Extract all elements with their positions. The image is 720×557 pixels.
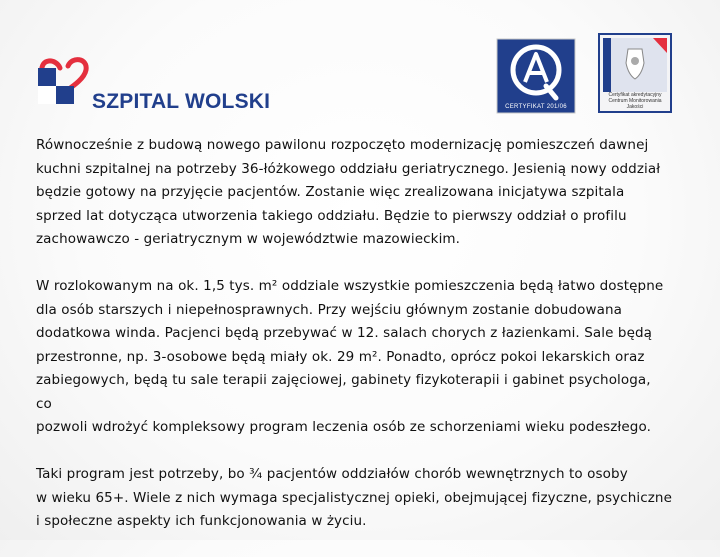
paragraph-ward-facilities: W rozlokowanym na ok. 1,5 tys. m² oddziale wszystkie pomieszczenia będą łatwo dostępne dla osób starszych i niepełnosprawnych. Przy wejściu głównym zostanie dobudowana dodatkowa winda. Pacjenci będą przebywać w 12. salach chorych z łazienkami. Sale będą przestronne, np. 3-osobowe będą miały ok. 29 m². Ponadto, oprócz pokoi lekarskich oraz zabiegowych, będą tu sale terapii zajęciowej, gabinety fizykoterapii i gabinet psychologa, co pozwoli wdrożyć kompleksowy program leczenia osób ze schorzeniami wieku podeszłego. (36, 278, 664, 435)
logo-text: SZPITAL WOLSKI (92, 90, 271, 113)
iso-certificate-badge (496, 38, 576, 114)
cmj-accreditation-badge (598, 33, 672, 113)
paragraph-program-need: Taki program jest potrzeby, bo ¾ pacjentów oddziałów chorób wewnętrznych to osoby w wieku 65+. Wiele z nich wymaga specjalistycznej opieki, obejmującej fizyczne, psychiczne i społeczne aspekty ich funkcjonowania w życiu. (36, 466, 672, 529)
article-body (36, 134, 696, 557)
paragraph-geriatric-ward: Równocześnie z budową nowego pawilonu rozpoczęto modernizację pomieszczeń dawnej kuchni szpitalnej na potrzeby 36-łóżkowego oddziału geriatrycznego. Jesienią nowy oddział będzie gotowy na przyjęcie pacjentów. Zostanie więc zrealizowana inicjatywa szpitala sprzed lat dotycząca utworzenia takiego oddziału. Będzie to pierwszy oddział o profilu zachowawczo - geriatrycznym w województwie mazowieckim. (36, 137, 661, 247)
cmj-accreditation-caption: Certyfikat akredytacyjny Centrum Monitorowania Jakości (608, 92, 662, 110)
quality-certificate-icon (496, 38, 576, 114)
iso-certificate-label: CERTYFIKAT 201/06 (505, 104, 567, 110)
szpital-wolski-logo (36, 54, 298, 120)
